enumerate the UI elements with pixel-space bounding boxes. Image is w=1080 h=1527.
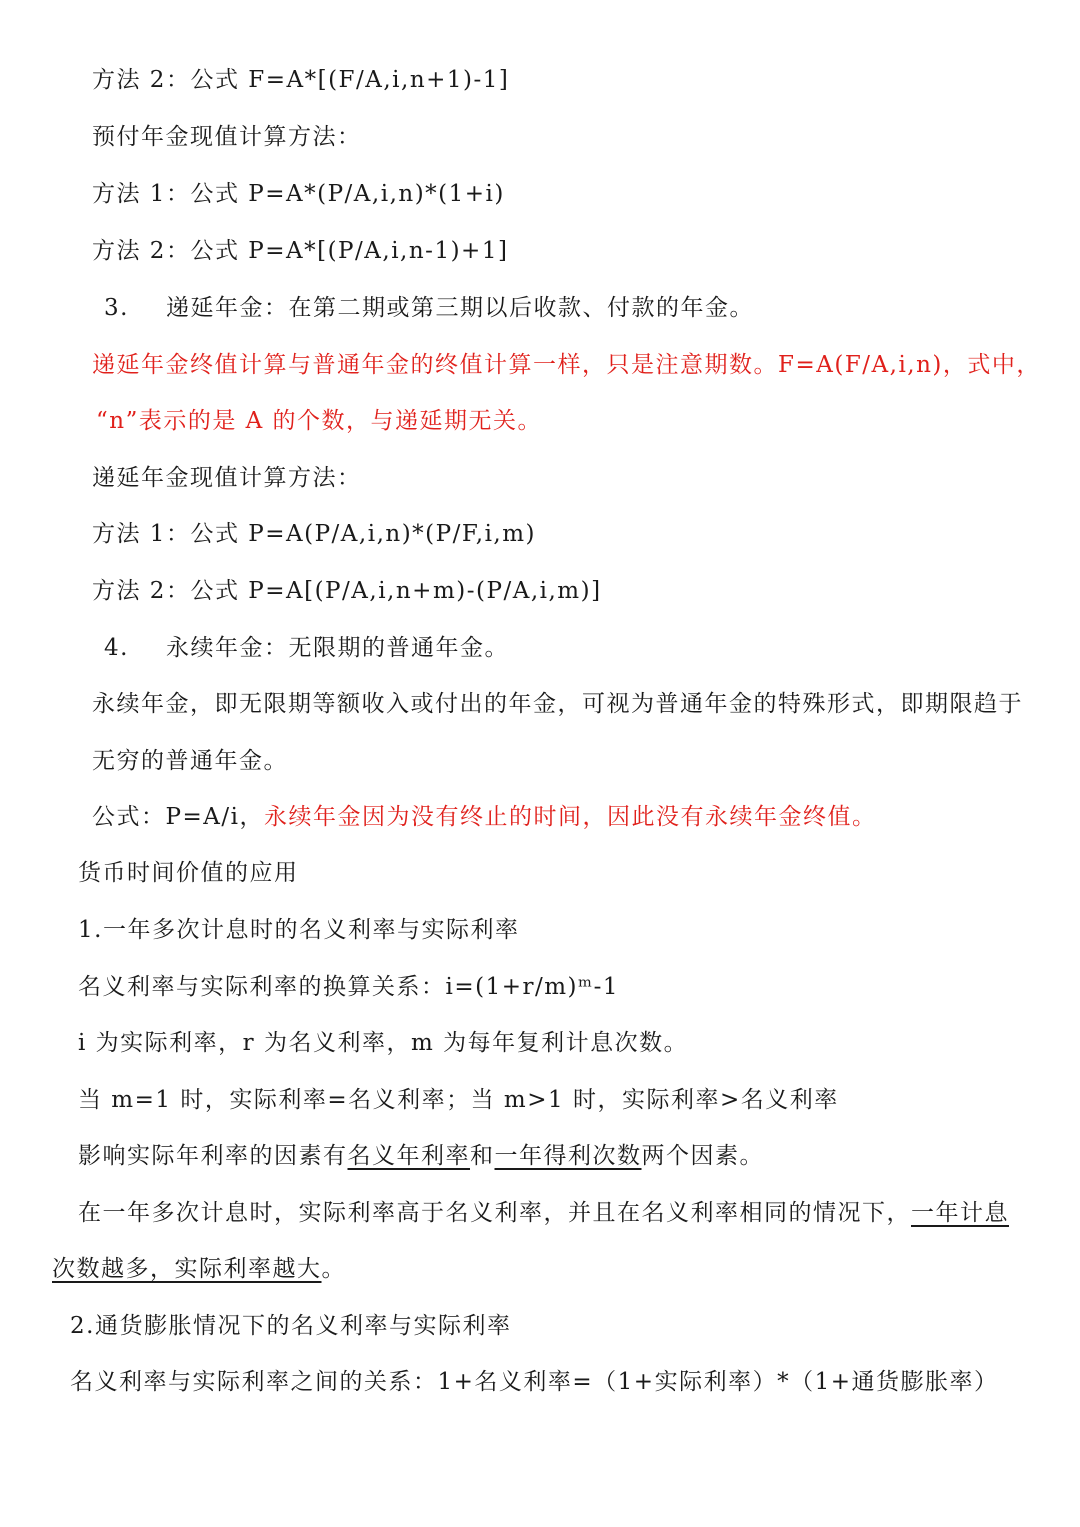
section-title: 永续年金：无限期的普通年金。	[166, 635, 509, 661]
text-segment: 两个因素。	[641, 1143, 764, 1169]
heading-line: 1.一年多次计息时的名义利率与实际利率	[78, 917, 520, 943]
section-number: 3.	[104, 295, 129, 321]
text-line: 方法 2：公式 P=A[(P/A,i,n+m)-(P/A,i,m)]	[92, 578, 602, 604]
underlined-term: 一年得利次数	[494, 1143, 642, 1169]
text-line: i 为实际利率，r 为名义利率，m 为每年复利计息次数。	[78, 1030, 689, 1056]
text-line: 递延年金现值计算方法：	[92, 465, 362, 491]
formula-note: 永续年金因为没有终止的时间，因此没有永续年金终值。	[263, 804, 877, 830]
text-segment: 。	[321, 1256, 346, 1282]
underlined-term: 次数越多，实际利率越大	[52, 1256, 322, 1282]
highlight-line: “n”表示的是 A 的个数，与递延期无关。	[96, 408, 543, 434]
formula-line	[92, 801, 876, 833]
text-line: 方法 1：公式 P=A*(P/A,i,n)*(1+i)	[92, 181, 505, 207]
text-line: 名义利率与实际利率之间的关系：1+名义利率=（1+实际利率）*（1+通货膨胀率）	[70, 1369, 999, 1395]
highlight-line: 递延年金终值计算与普通年金的终值计算一样，只是注意期数。F=A(F/A,i,n)，式中，	[92, 352, 1041, 378]
underlined-term: 一年计息	[911, 1200, 1009, 1226]
heading-line: 货币时间价值的应用	[78, 860, 299, 886]
text-line: 预付年金现值计算方法：	[92, 124, 362, 150]
text-line	[78, 1140, 764, 1172]
text-segment: 影响实际年利率的因素有	[78, 1143, 348, 1169]
text-segment: 在一年多次计息时，实际利率高于名义利率，并且在名义利率相同的情况下，	[78, 1200, 911, 1226]
text-line: 当 m=1 时，实际利率=名义利率；当 m>1 时，实际利率>名义利率	[78, 1087, 839, 1113]
text-segment: 和	[470, 1143, 495, 1169]
text-line	[78, 1197, 1009, 1229]
text-line: 方法 1：公式 P=A(P/A,i,n)*(P/F,i,m)	[92, 521, 537, 547]
text-line: 名义利率与实际利率的换算关系：i=(1+r/m)ᵐ-1	[78, 974, 620, 1000]
text-line: 无穷的普通年金。	[92, 748, 288, 774]
text-line: 永续年金，即无限期等额收入或付出的年金，可视为普通年金的特殊形式，即期限趋于	[92, 691, 1023, 717]
text-line	[52, 1253, 346, 1285]
section-heading	[104, 292, 754, 324]
text-line: 方法 2：公式 P=A*[(P/A,i,n-1)+1]	[92, 238, 509, 264]
underlined-term: 名义年利率	[347, 1143, 470, 1169]
section-number: 4.	[104, 635, 129, 661]
section-title: 递延年金：在第二期或第三期以后收款、付款的年金。	[166, 295, 754, 321]
section-heading	[104, 632, 509, 664]
text-line: 方法 2：公式 F=A*[(F/A,i,n+1)-1]	[92, 67, 510, 93]
heading-line: 2.通货膨胀情况下的名义利率与实际利率	[70, 1313, 512, 1339]
formula-text: 公式：P=A/i，	[92, 804, 264, 830]
